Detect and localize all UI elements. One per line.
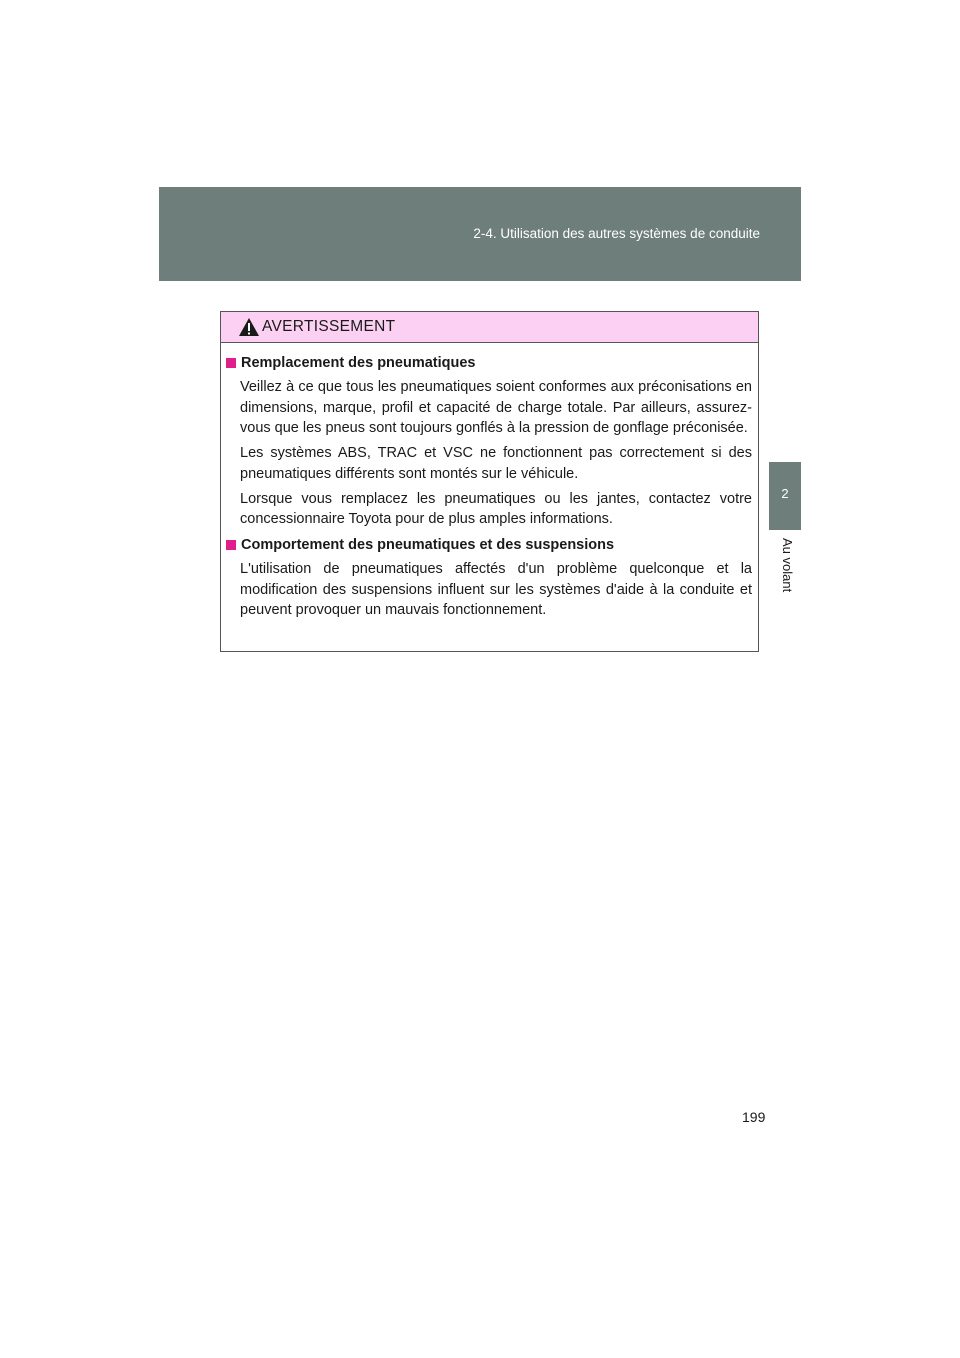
paragraph: Lorsque vous remplacez les pneumatiques ou les jantes, contactez votre concessionnaire Toyota pour de plus amples informations.	[240, 490, 752, 527]
section-heading-text: Comportement des pneumatiques et des suspensions	[241, 537, 615, 553]
section-header-bar	[159, 187, 801, 281]
warning-body	[221, 343, 758, 621]
paragraph: Les systèmes ABS, TRAC et VSC ne fonctionnent pas correctement si des pneumatiques différents sont montés sur le véhicule.	[240, 445, 752, 482]
square-bullet-icon	[226, 358, 236, 368]
section-heading-tire-behavior	[226, 534, 752, 556]
warning-title: AVERTISSEMENT	[262, 318, 396, 335]
page-number: 199	[742, 1109, 766, 1125]
warning-box	[220, 311, 759, 652]
section-heading-text: Remplacement des pneumatiques	[241, 355, 476, 371]
section-title: 2-4. Utilisation des autres systèmes de conduite	[473, 226, 760, 241]
warning-header	[221, 312, 758, 343]
chapter-label: Au volant	[780, 538, 795, 593]
paragraph: Veillez à ce que tous les pneumatiques soient conformes aux préconisations en dimensions, marque, profil et capacité de charge totale. Par ailleurs, assurez-vous que les pneus sont toujours gonflés à la pression de gonflage préconisée.	[240, 379, 752, 436]
square-bullet-icon	[226, 540, 236, 550]
section-heading-tire-replacement	[226, 352, 752, 374]
paragraph: L'utilisation de pneumatiques affectés d'un problème quelconque et la modification des suspensions influent sur les systèmes d'aide à la conduite et peuvent provoquer un mauvais fonctionnement.	[240, 561, 752, 618]
chapter-number: 2	[781, 486, 789, 501]
warning-triangle-icon	[238, 317, 260, 337]
chapter-tab	[769, 462, 801, 530]
